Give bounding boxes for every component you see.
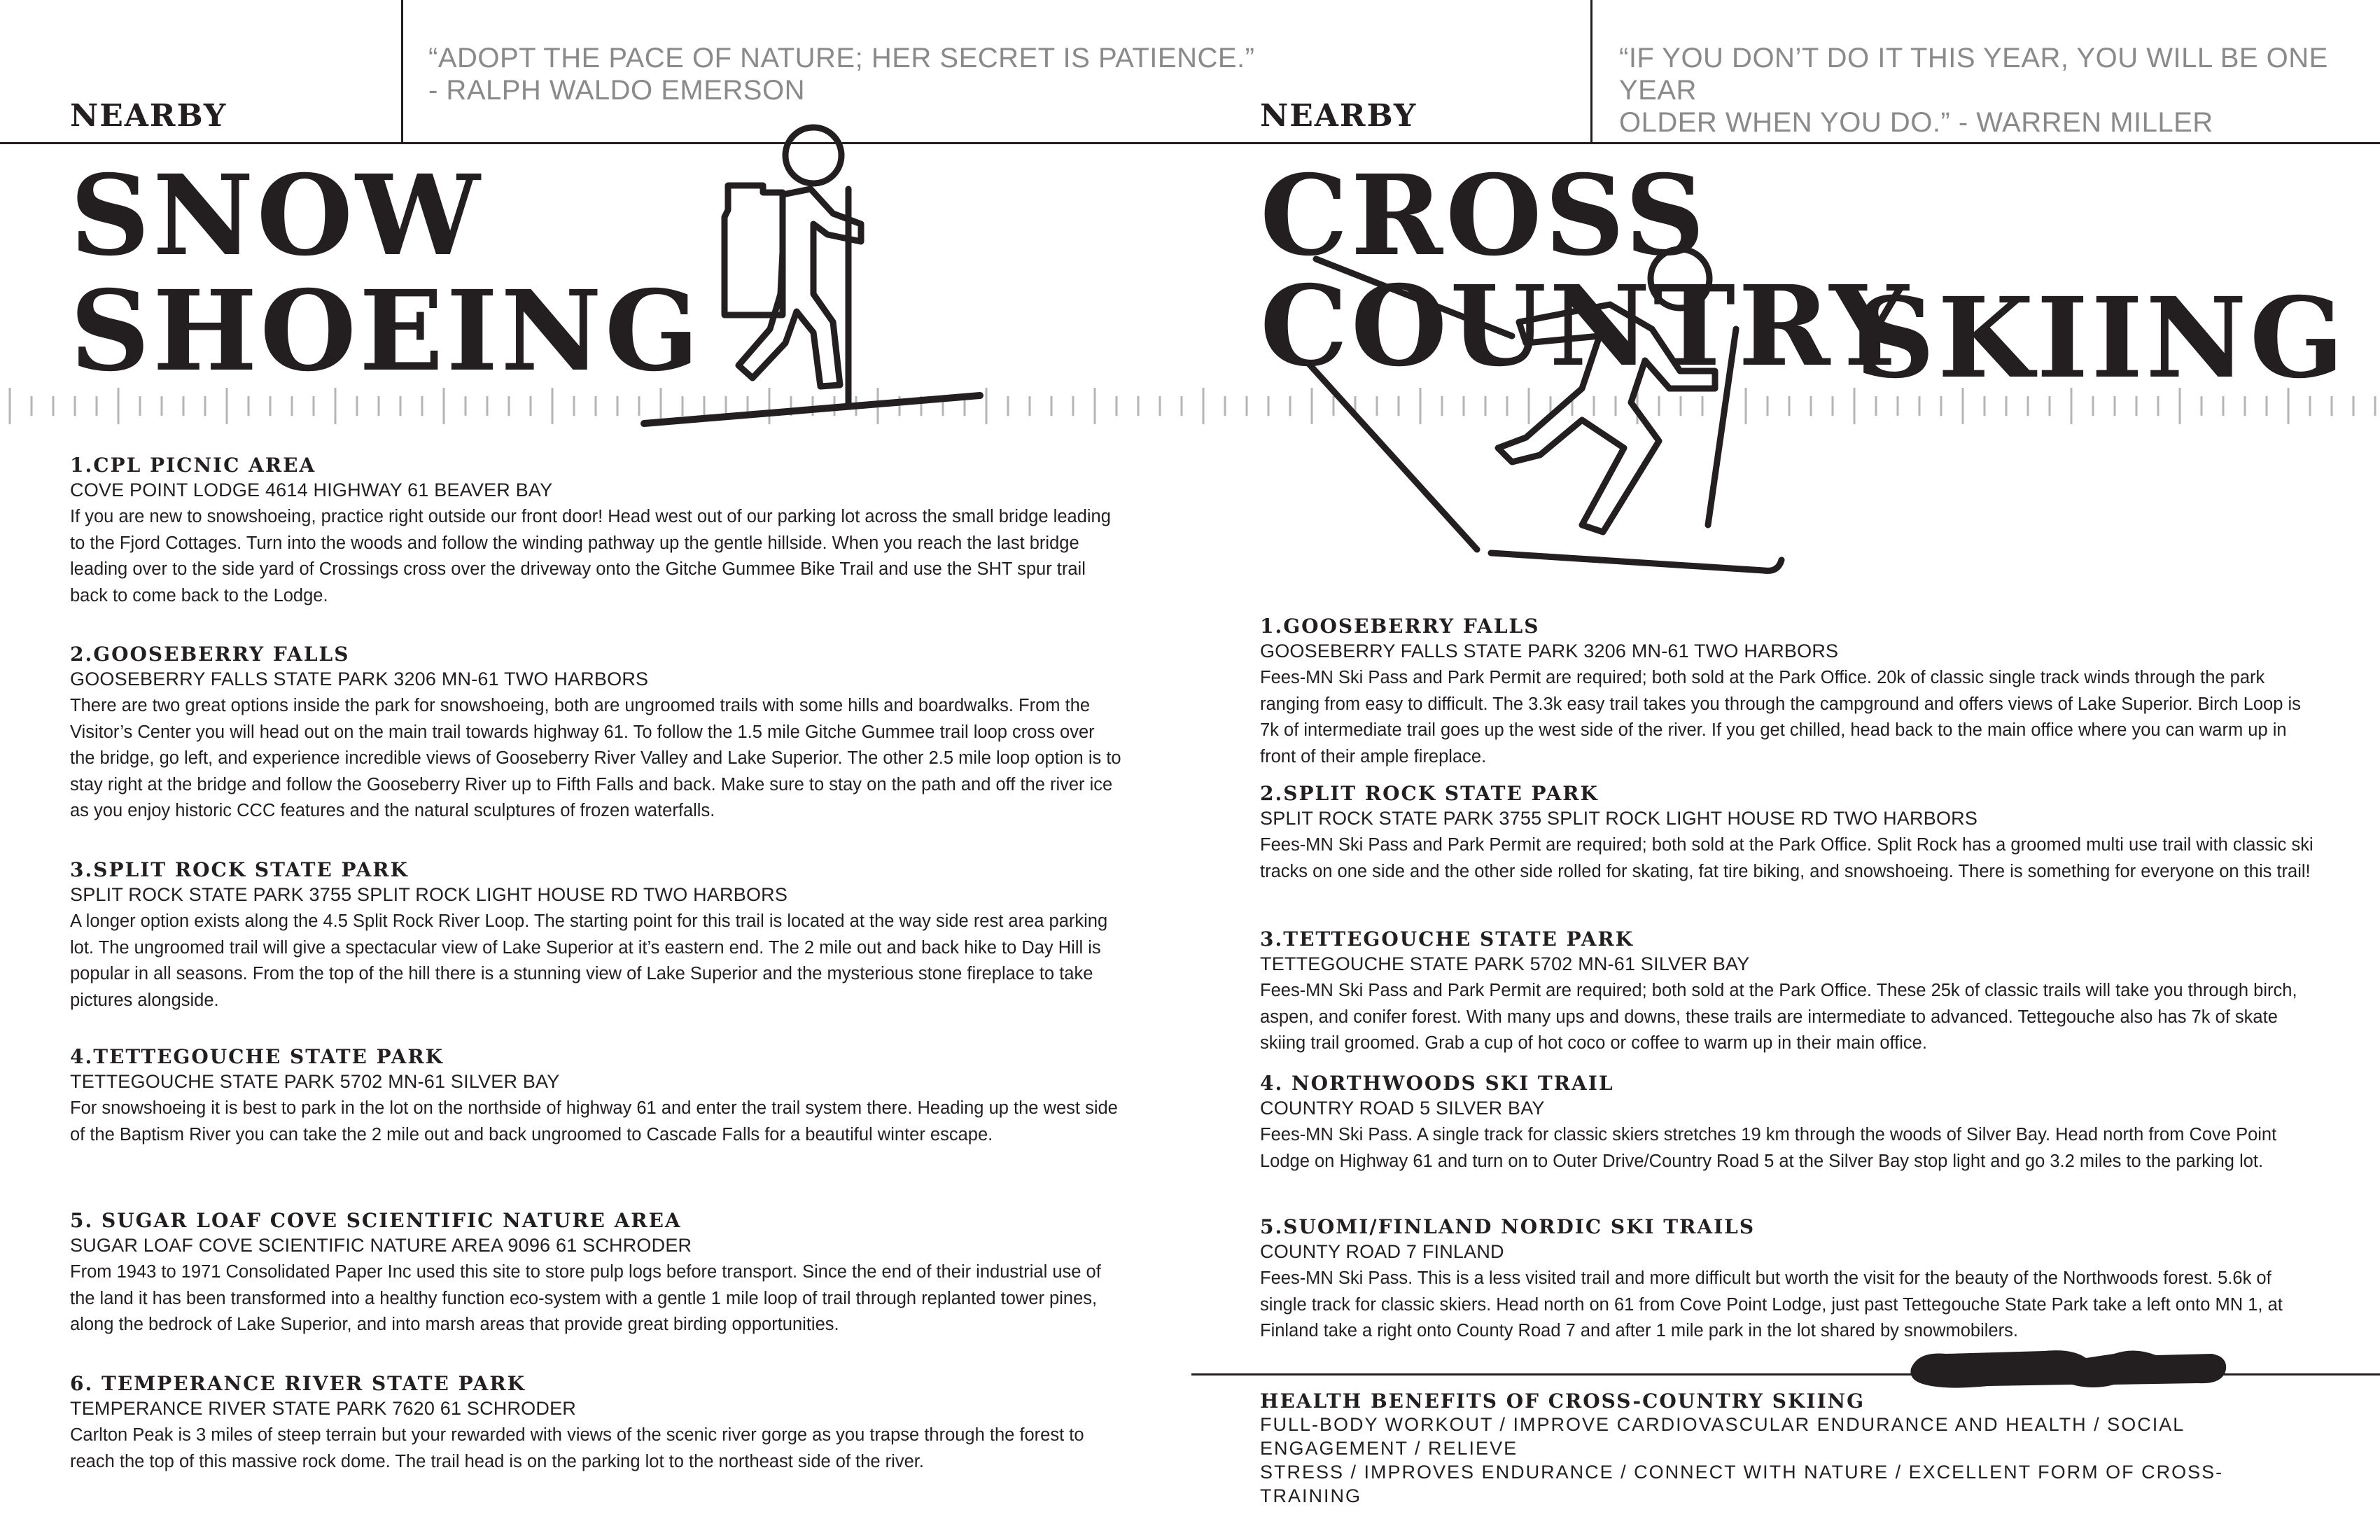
health-line1: FULL-BODY WORKOUT / IMPROVE CARDIOVASCULAR ENDURANCE AND HEALTH / SOCIAL ENGAGEMENT / RELIEVE	[1260, 1414, 2185, 1459]
section-address: TEMPERANCE RIVER STATE PARK 7620 61 SCHRODER	[70, 1398, 576, 1419]
cross-country-skier-icon	[1288, 231, 1778, 623]
tick-ruler	[0, 378, 2380, 434]
right-quote-line1: “IF YOU DON’T DO IT THIS YEAR, YOU WILL BE ONE YEAR	[1619, 43, 2328, 106]
section-title: 1.GOOSEBERRY FALLS	[1260, 615, 1540, 638]
right-quote-line2: OLDER WHEN YOU DO.” - WARREN MILLER	[1619, 107, 2213, 138]
section-address: SPLIT ROCK STATE PARK 3755 SPLIT ROCK LIGHT HOUSE RD TWO HARBORS	[1260, 808, 1978, 829]
section-address: TETTEGOUCHE STATE PARK 5702 MN-61 SILVER BAY	[70, 1071, 560, 1092]
left-section-5	[70, 1209, 1124, 1338]
section-address: GOOSEBERRY FALLS STATE PARK 3206 MN-61 TWO HARBORS	[1260, 640, 1839, 662]
left-quote-divider	[401, 0, 403, 144]
left-quote	[428, 42, 1254, 106]
left-title-line2: SHOEING	[70, 267, 702, 396]
section-body: A longer option exists along the 4.5 Split Rock River Loop. The starting point for this trail is located at the way side rest area parking lot. The ungroomed trail will give a spectacular view of Lake Superior at it’s eastern end. The 2 mile out and back hike to Day Hill is popular in all seasons. From the top of the hill there is a stunning view of Lake Superior and the mysterious stone fireplace to take pictures alongside.	[70, 911, 1108, 1010]
health-title: HEALTH BENEFITS OF CROSS-COUNTRY SKIING	[1260, 1390, 1865, 1413]
section-address: GOOSEBERRY FALLS STATE PARK 3206 MN-61 TWO HARBORS	[70, 668, 649, 690]
section-title: 3.SPLIT ROCK STATE PARK	[70, 858, 409, 881]
section-body: Fees-MN Ski Pass. This is a less visited trail and more difficult but worth the visit for the beauty of the Northwoods forest. 5.6k of single track for classic skiers. Head north on 61 from Cove Point Lodge, just past Tettegouche State Park take a left onto MN 1, at Finland take a right onto County Road 7 and after 1 mile park in the lot shared by snowmobilers.	[1260, 1268, 2283, 1340]
right-nearby-label: NEARBY	[1260, 98, 1418, 134]
section-address: TETTEGOUCHE STATE PARK 5702 MN-61 SILVER BAY	[1260, 953, 1750, 974]
left-section-1	[70, 454, 1124, 609]
health-benefits	[1260, 1390, 2324, 1508]
right-section-3	[1260, 927, 2314, 1057]
header-rule	[0, 142, 2380, 144]
branch-icon	[1904, 1344, 2233, 1393]
right-section-1	[1260, 615, 2314, 770]
right-section-5	[1260, 1215, 2314, 1345]
left-section-4	[70, 1045, 1124, 1148]
left-quote-author: - RALPH WALDO EMERSON	[428, 75, 805, 106]
left-section-2	[70, 643, 1124, 825]
left-section-3	[70, 858, 1124, 1014]
section-title: 4.TETTEGOUCHE STATE PARK	[70, 1045, 444, 1068]
section-title: 3.TETTEGOUCHE STATE PARK	[1260, 927, 1634, 951]
section-title: 2.SPLIT ROCK STATE PARK	[1260, 782, 1599, 805]
section-title: 5. SUGAR LOAF COVE SCIENTIFIC NATURE AREA	[70, 1209, 682, 1232]
left-nearby-label: NEARBY	[70, 98, 227, 134]
right-quote-divider	[1590, 0, 1592, 144]
section-address: COUNTRY ROAD 5 SILVER BAY	[1260, 1098, 1545, 1119]
section-title: 4. NORTHWOODS SKI TRAIL	[1260, 1072, 1614, 1095]
left-title-line1: SNOW	[70, 151, 483, 281]
section-body: There are two great options inside the park for snowshoeing, both are ungroomed trails with some hills and boardwalks. From the Visitor’s Center you will head out on the main trail towards highway 61. To follow the 1.5 mile Gitche Gummee trail loop cross over the bridge, go left, and experience incredible views of Gooseberry River Valley and Lake Superior. The other 2.5 mile loop option is to stay right at the bridge and follow the Gooseberry River up to Fifth Falls and back. Make sure to stay on the path and off the river ice as you enjoy historic CCC features and the natural sculptures of frozen waterfalls.	[70, 696, 1121, 820]
snowshoe-hiker-icon	[630, 112, 994, 441]
section-address: COUNTY ROAD 7 FINLAND	[1260, 1241, 1504, 1262]
section-body: Fees-MN Ski Pass and Park Permit are required; both sold at the Park Office. These 25k of classic trails will take you through birch, aspen, and conifer forest. With many ups and downs, these trails are intermediate to advanced. Tettegouche also has 7k of skate skiing trail groomed. Grab a cup of hot coco or coffee to warm up in their main office.	[1260, 981, 2297, 1053]
health-divider	[1191, 1373, 2380, 1376]
right-quote	[1619, 42, 2380, 139]
section-body: Fees-MN Ski Pass and Park Permit are required; both sold at the Park Office. Split Rock has a groomed multi use trail with classic ski tracks on one side and the other side rolled for skating, fat tire biking, and snowshoeing. There is something for everyone on this trail!	[1260, 835, 2314, 881]
section-address: SUGAR LOAF COVE SCIENTIFIC NATURE AREA 9096 61 SCHRODER	[70, 1235, 692, 1256]
right-title-line1: CROSS COUNTRY	[1260, 151, 1912, 391]
section-body: If you are new to snowshoeing, practice right outside our front door! Head west out of our parking lot across the small bridge leading to the Fjord Cottages. Turn into the woods and follow the winding pathway up the gentle hillside. When you reach the last bridge leading over to the side yard of Crossings cross over the driveway onto the Gitche Gummee Bike Trail and use the SHT spur trail back to come back to the Lodge.	[70, 507, 1111, 606]
section-address: SPLIT ROCK STATE PARK 3755 SPLIT ROCK LIGHT HOUSE RD TWO HARBORS	[70, 884, 788, 905]
section-body: Fees-MN Ski Pass. A single track for classic skiers stretches 19 km through the woods of Silver Bay. Head north from Cove Point Lodge on Highway 61 and turn on to Outer Drive/Country Road 5 at the Silver Bay stop light and go 3.2 miles to the parking lot.	[1260, 1125, 2277, 1171]
section-body: From 1943 to 1971 Consolidated Paper Inc used this site to store pulp logs before transport. Since the end of their industrial use of the land it has been transformed into a healthy function eco-system with a gentle 1 mile loop of trail through replanted tower pines, along the bedrock of Lake Superior, and into marsh areas that provide great birding opportunities.	[70, 1262, 1101, 1334]
health-line2: STRESS / IMPROVES ENDURANCE / CONNECT WITH NATURE / EXCELLENT FORM OF CROSS-TRAINING	[1260, 1462, 2224, 1506]
section-address: COVE POINT LODGE 4614 HIGHWAY 61 BEAVER BAY	[70, 479, 553, 500]
section-title: 2.GOOSEBERRY FALLS	[70, 643, 350, 666]
left-quote-line1: “ADOPT THE PACE OF NATURE; HER SECRET IS PATIENCE.”	[428, 43, 1255, 74]
right-section-2	[1260, 782, 2314, 885]
section-title: 6. TEMPERANCE RIVER STATE PARK	[70, 1372, 526, 1395]
section-title: 5.SUOMI/FINLAND NORDIC SKI TRAILS	[1260, 1215, 1756, 1238]
section-body: Carlton Peak is 3 miles of steep terrain but your rewarded with views of the scenic river gorge as you trapse through the forest to reach the top of this massive rock dome. The trail head is on the parking lot to the northeast side of the river.	[70, 1425, 1084, 1471]
left-section-6	[70, 1372, 1124, 1475]
section-body: Fees-MN Ski Pass and Park Permit are required; both sold at the Park Office. 20k of classic single track winds through the park ranging from easy to difficult. The 3.3k easy trail takes you through the campground and offers views of Lake Superior. Birch Loop is 7k of intermediate trail goes up the west side of the river. If you get chilled, head back to the main office where you can warm up in front of their ample fireplace.	[1260, 668, 2301, 766]
section-body: For snowshoeing it is best to park in the lot on the northside of highway 61 and enter the trail system there. Heading up the west side of the Baptism River you can take the 2 mile out and back ungroomed to Cascade Falls for a beautiful winter escape.	[70, 1098, 1118, 1144]
right-title-line2: SKIING	[1855, 274, 2347, 403]
right-section-4	[1260, 1072, 2314, 1175]
section-title: 1.CPL PICNIC AREA	[70, 454, 316, 477]
